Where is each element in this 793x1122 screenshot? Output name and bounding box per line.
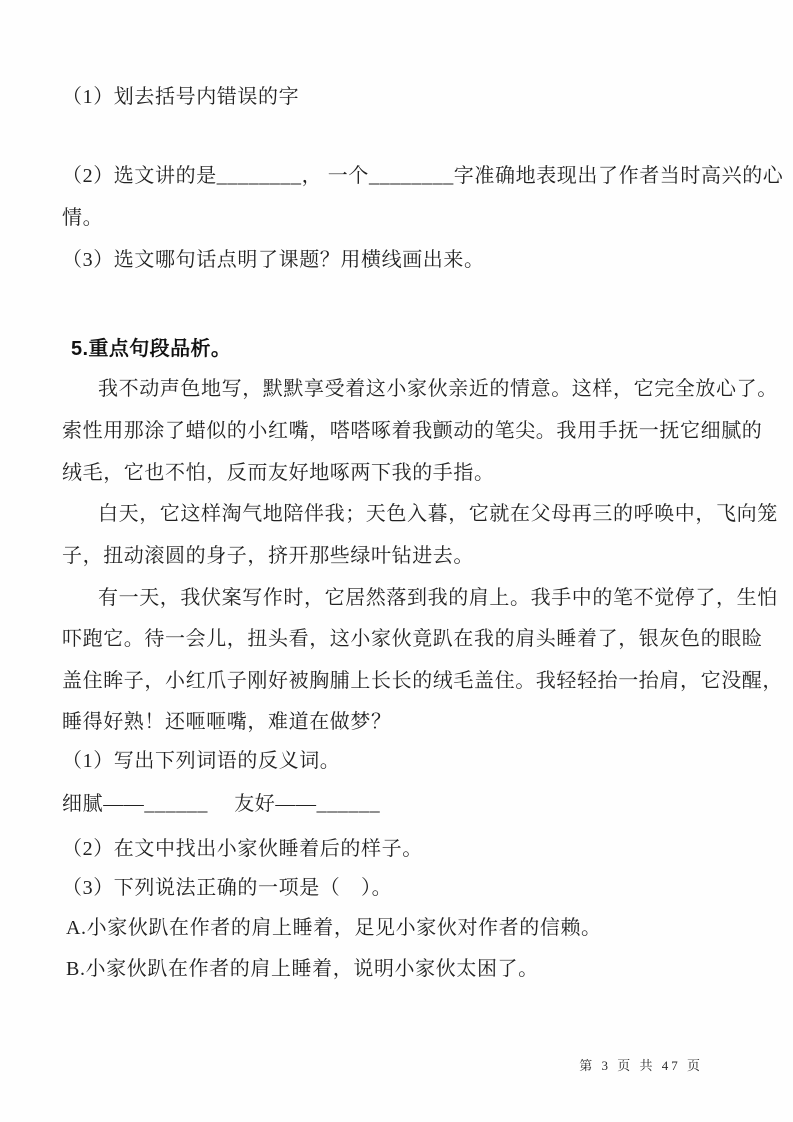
sub-question-3: （3）选文哪句话点明了课题？用横线画出来。: [62, 249, 485, 271]
passage-p3-line-4: 睡得好熟！还咂咂嘴，难道在做梦？: [62, 711, 392, 733]
sub-question-1: （1）划去括号内错误的字: [62, 86, 300, 108]
section-heading: 5.重点句段品析。: [71, 338, 232, 360]
sub-question-2-line-1: （2）选文讲的是________， 一个________字准确地表现出了作者当时高兴的心: [62, 165, 784, 187]
sub-question-2-line-2: 情。: [62, 207, 104, 229]
s5-question-2: （2）在文中找出小家伙睡着后的样子。: [62, 838, 423, 860]
passage-p3-line-1: 有一天，我伏案写作时，它居然落到我的肩上。我手中的笔不觉停了，生怕: [98, 587, 778, 609]
passage-p3-line-2: 吓跑它。待一会儿，扭头看，这小家伙竟趴在我的肩头睡着了，银灰色的眼睑: [62, 628, 763, 650]
passage-p1-line-1: 我不动声色地写，默默享受着这小家伙亲近的情意。这样，它完全放心了。: [98, 378, 778, 400]
passage-p1-line-2: 索性用那涂了蜡似的小红嘴，嗒嗒啄着我颤动的笔尖。我用手抚一抚它细腻的: [62, 420, 763, 442]
passage-p3-line-3: 盖住眸子，小红爪子刚好被胸脯上长长的绒毛盖住。我轻轻抬一抬肩，它没醒，: [62, 670, 783, 692]
passage-p1-line-3: 绒毛，它也不怕，反而友好地啄两下我的手指。: [62, 462, 495, 484]
s5-question-3: （3）下列说法正确的一项是（ ）。: [62, 877, 393, 899]
option-b: B.小家伙趴在作者的肩上睡着，说明小家伙太困了。: [66, 958, 539, 980]
antonym-blanks-line: 细腻——______ 友好——______: [62, 793, 381, 815]
s5-question-1: （1）写出下列词语的反义词。: [62, 750, 341, 772]
passage-p2-line-1: 白天，它这样淘气地陪伴我；天色入暮，它就在父母再三的呼唤中，飞向笼: [98, 503, 778, 525]
passage-p2-line-2: 子，扭动滚圆的身子，挤开那些绿叶钻进去。: [62, 545, 474, 567]
page-number-indicator: 第 3 页 共 47 页: [579, 1058, 703, 1073]
option-a: A.小家伙趴在作者的肩上睡着，足见小家伙对作者的信赖。: [66, 917, 602, 939]
